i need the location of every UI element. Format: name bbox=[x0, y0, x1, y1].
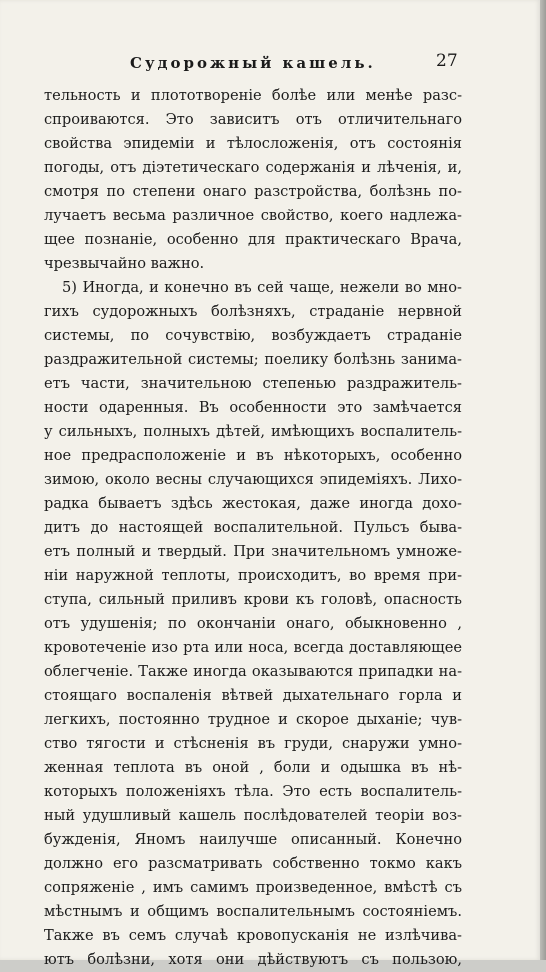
text-line: ніи наружной теплоты, происходитъ, во время при- bbox=[44, 567, 462, 584]
text-line: ство тягости и стѣсненія въ груди, снаружи умно- bbox=[44, 735, 462, 752]
text-line: лучаетъ весьма различное свойство, коего надлежа- bbox=[44, 207, 462, 224]
text-line: женная теплота въ оной , боли и одышка въ нѣ- bbox=[44, 759, 462, 776]
text-line: зимою, около весны случающихся эпидеміяхъ. Лихо- bbox=[44, 471, 462, 488]
text-line: етъ части, значительною степенью раздражитель- bbox=[44, 375, 462, 392]
page-number: 27 bbox=[436, 51, 458, 71]
text-line: гихъ судорожныхъ болѣзняхъ, страданіе нервной bbox=[44, 303, 462, 320]
text-line: ное предрасположеніе и въ нѣкоторыхъ, особенно bbox=[44, 447, 462, 464]
text-line: чрезвычайно важно. bbox=[44, 255, 205, 272]
text-line: кровотеченіе изо рта или носа, всегда доставляющее bbox=[44, 639, 462, 656]
text-line: щее познаніе, особенно для практическаго Врача, bbox=[44, 231, 462, 248]
text-line: тельность и плототвореніе болѣе или менѣе разс- bbox=[44, 87, 462, 104]
text-line: погоды, отъ діэтетическаго содержанія и лѣченія, и, bbox=[44, 159, 462, 176]
body-text bbox=[44, 84, 462, 972]
text-line: у сильныхъ, полныхъ дѣтей, имѣющихъ воспалитель- bbox=[44, 423, 462, 440]
text-line: Также въ семъ случаѣ кровопусканія не излѣчива- bbox=[44, 927, 462, 944]
text-line: ный удушливый кашель послѣдователей теоріи воз- bbox=[44, 807, 462, 824]
text-line: дитъ до настоящей воспалительной. Пульсъ бывa- bbox=[44, 519, 462, 536]
text-line: которыхъ положеніяхъ тѣла. Это есть воспалитель- bbox=[44, 783, 462, 800]
text-line: стоящаго воспаленія вѣтвей дыхательнаго горла и bbox=[44, 687, 462, 704]
paragraph-start-line: 5) Иногда, и конечно въ сей чаще, нежели во мно- bbox=[62, 279, 462, 296]
text-line: мѣстнымъ и общимъ воспалительнымъ состояніемъ. bbox=[44, 903, 462, 920]
text-line: ютъ болѣзни, хотя они дѣйствуютъ съ пользою, bbox=[44, 951, 462, 968]
text-line: легкихъ, постоянно трудное и скорое дыханіе; чув- bbox=[44, 711, 462, 728]
running-title: Судорожный кашель. bbox=[130, 54, 376, 72]
text-line: свойства эпидеміи и тѣлосложенія, отъ состоянія bbox=[44, 135, 462, 152]
text-line: отъ удушенія; по окончаніи онаго, обыкновенно , bbox=[44, 615, 462, 632]
text-line: должно его разсматривать собственно токмо какъ bbox=[44, 855, 462, 872]
text-line: ступа, сильный приливъ крови къ головѣ, опасность bbox=[44, 591, 462, 608]
text-line: раздражительной системы; поелику болѣзнь занима- bbox=[44, 351, 462, 368]
page-header bbox=[0, 51, 540, 78]
text-line: спроиваются. Это зависитъ отъ отличительнаго bbox=[44, 111, 462, 128]
page-edge-shadow bbox=[540, 0, 546, 960]
text-line: ности одаренныя. Въ особенности это замѣчается bbox=[44, 399, 462, 416]
text-line: смотря по степени онаго разстройства, болѣзнь по- bbox=[44, 183, 462, 200]
text-line: бужденія, Яномъ наилучше описанный. Конечно bbox=[44, 831, 462, 848]
text-line: сопряженіе , имъ самимъ произведенное, вмѣстѣ съ bbox=[44, 879, 462, 896]
text-line: облегченіе. Также иногда оказываются припадки на- bbox=[44, 663, 462, 680]
text-line: системы, по сочувствію, возбуждаетъ страданіе bbox=[44, 327, 462, 344]
text-line: етъ полный и твердый. При значительномъ умноже- bbox=[44, 543, 462, 560]
text-line: радка бываетъ здѣсь жестокая, даже иногда дохо- bbox=[44, 495, 462, 512]
